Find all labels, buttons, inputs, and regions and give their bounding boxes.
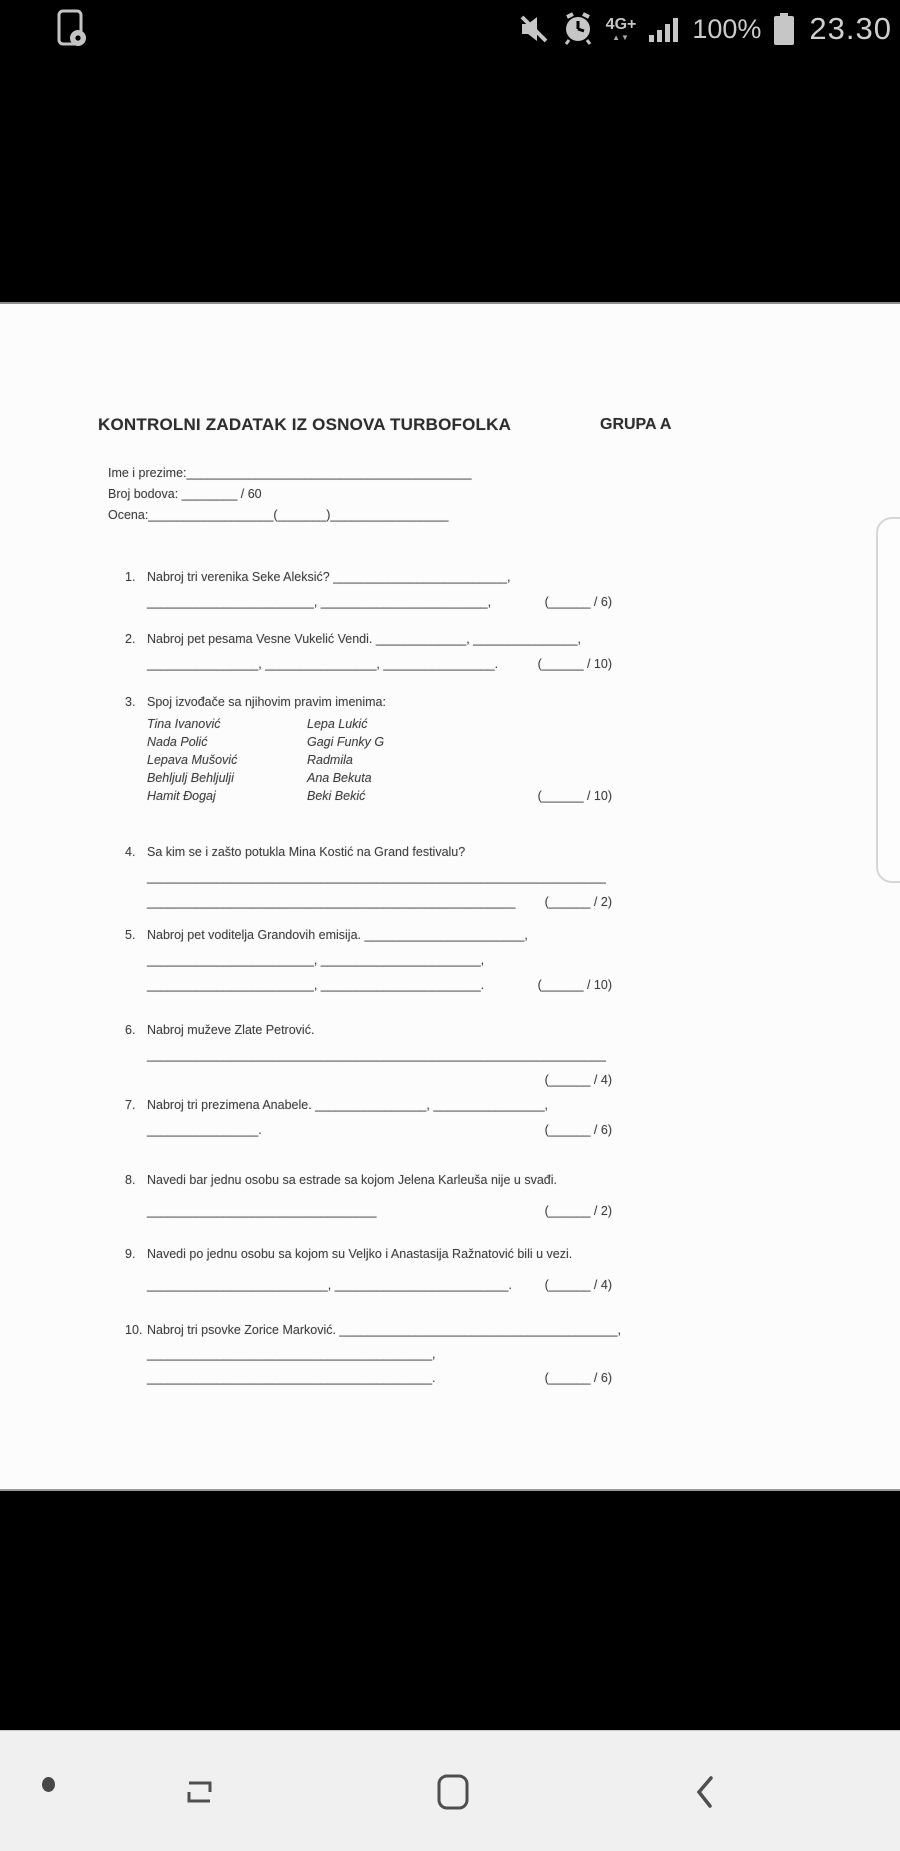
question-7: 7. Nabroj tri prezimena Anabele. ________________, ________________, ________________. (______ / 6)	[125, 1093, 612, 1143]
navigation-bar	[0, 1730, 900, 1851]
document-page	[0, 302, 900, 1491]
status-bar	[0, 0, 900, 56]
page-title: KONTROLNI ZADATAK IZ OSNOVA TURBOFOLKA	[98, 415, 512, 434]
battery-icon	[772, 10, 796, 48]
name-field-line: Ime i prezime:_________________________________________	[108, 466, 472, 480]
recents-icon	[176, 1769, 222, 1820]
network-arrows-icon: ▲▼	[612, 32, 630, 42]
score-badge: (______ / 10)	[537, 657, 612, 671]
question-1: 1. Nabroj tri verenika Seke Aleksić? _________________________, ________________________, ________________________, (______ / 6)	[125, 565, 612, 615]
score-badge: (______ / 6)	[544, 1371, 612, 1385]
score-badge: (______ / 2)	[544, 895, 612, 909]
grade-field-line: Ocena:__________________(_______)_________________	[108, 508, 449, 522]
question-4: 4. Sa kim se i zašto potukla Mina Kostić na Grand festivalu? __________________________________________________________________ _____________________________________________________ (______ / 2)	[125, 840, 612, 915]
score-badge: (______ / 2)	[544, 1204, 612, 1218]
mute-icon	[518, 12, 550, 46]
clock-label: 23.30	[809, 11, 892, 46]
header-fields	[108, 463, 472, 526]
score-badge: (______ / 10)	[537, 978, 612, 992]
score-badge: (______ / 6)	[544, 595, 612, 609]
question-8: 8. Navedi bar jednu osobu sa estrade sa kojom Jelena Karleuša nije u svađi. _________________________________ (______ / 2)	[125, 1168, 612, 1224]
hide-navbar-dot[interactable]	[42, 1777, 55, 1792]
question-6: 6. Nabroj muževe Zlate Petrović. __________________________________________________________________ (______ / 4)	[125, 1018, 612, 1093]
group-label: GRUPA A	[600, 416, 672, 433]
home-button[interactable]	[423, 1764, 483, 1824]
smart-capture-icon	[55, 8, 89, 55]
signal-strength-icon	[647, 13, 681, 45]
back-icon	[684, 1769, 730, 1820]
score-badge: (______ / 4)	[544, 1073, 612, 1087]
points-field-line: Broj bodova: ________ / 60	[108, 487, 262, 501]
network-indicator: 4G+ ▲▼	[605, 15, 637, 42]
battery-percent-label: 100%	[692, 13, 762, 44]
question-2: 2. Nabroj pet pesama Vesne Vukelić Vendi. _____________, _______________, ________________, ________________, ________________. (______ / 10)	[125, 627, 612, 677]
score-badge: (______ / 6)	[544, 1123, 612, 1137]
home-icon	[430, 1769, 476, 1820]
recents-button[interactable]	[169, 1764, 229, 1824]
score-badge: (______ / 4)	[544, 1278, 612, 1292]
score-badge: (______ / 10)	[537, 789, 612, 803]
question-3: 3. Spoj izvođače sa njihovim pravim imenima: Tina Ivanović Lepa Lukić Nada Polić Gagi Funky G Lepava Mušović Radmila Behljulj Behljulji Ana Bekuta Hamit Đogaj Beki Bekić (______ / 10)	[125, 695, 612, 803]
alarm-icon	[561, 12, 595, 46]
scroll-handle[interactable]	[876, 517, 900, 883]
back-button[interactable]	[677, 1764, 737, 1824]
question-9: 9. Navedi po jednu osobu sa kojom su Veljko i Anastasija Ražnatović bili u vezi. __________________________, _________________________. (______ / 4)	[125, 1242, 612, 1298]
question-10: 10. Nabroj tri psovke Zorice Marković. ________________________________________, _________________________________________, _________________________________________. (______ / 6)	[125, 1318, 612, 1390]
question-5: 5. Nabroj pet voditelja Grandovih emisija. _______________________, ________________________, _______________________, ________________________, _______________________. (______ / 10)	[125, 923, 612, 998]
